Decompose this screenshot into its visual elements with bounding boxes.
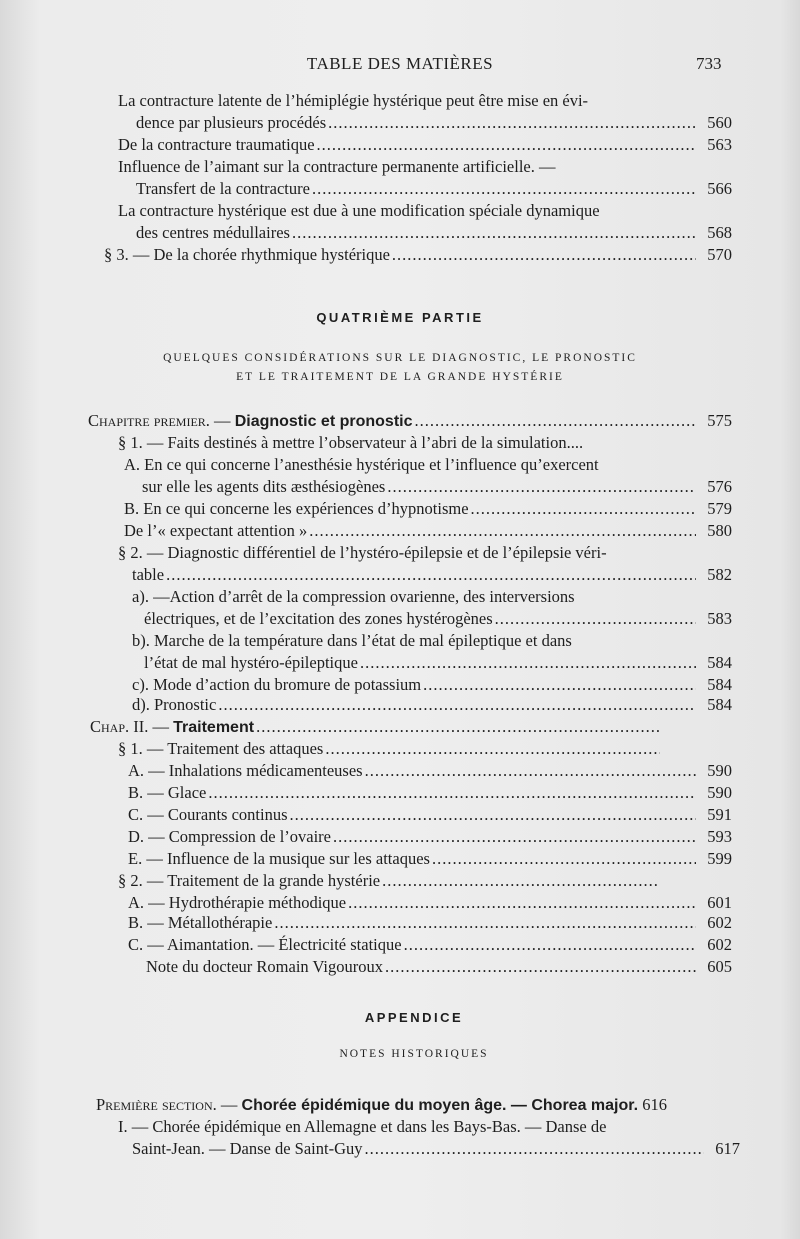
toc-entry-text: § 2. — Traitement de la grande hystérie — [118, 871, 381, 890]
toc-entry — [136, 222, 732, 244]
toc-entry-text: De la contracture traumatique — [118, 135, 315, 154]
toc-entry-text: Note du docteur Romain Vigouroux — [146, 957, 384, 976]
toc-entry-text: § 3. — De la chorée rhythmique hystérique — [104, 245, 390, 264]
toc-entry — [132, 564, 732, 586]
toc-page-ref: 580 — [707, 521, 732, 540]
toc-page-ref: 602 — [707, 935, 732, 954]
toc-page-ref: 575 — [707, 411, 732, 430]
toc-page-ref: 576 — [707, 477, 732, 496]
chapter-label: Chapitre premier. — — [88, 411, 231, 430]
section-title: Chorée épidémique du moyen âge. — Chorea major. — [241, 1097, 639, 1114]
toc-entry-text: sur elle les agents dits æsthésiogènes — [142, 477, 386, 496]
toc-entry — [128, 934, 732, 956]
chapter-entry — [88, 410, 732, 432]
toc-page-ref: 617 — [715, 1139, 740, 1158]
toc-entry-text: D. — Compression de l’ovaire — [128, 827, 332, 846]
toc-entry-text: La contracture hystérique est due à une modification spéciale dynamique — [118, 201, 600, 220]
toc-entry — [118, 134, 732, 156]
toc-page-ref: 605 — [707, 957, 732, 976]
toc-entry — [146, 956, 732, 978]
page-number: 733 — [696, 54, 722, 73]
appendix-subtitle: NOTES HISTORIQUES — [339, 1048, 489, 1060]
toc-entry — [142, 476, 732, 498]
toc-page-ref: 570 — [707, 245, 732, 264]
toc-entry-text: électriques, et de l’excitation des zones hystérogènes — [144, 609, 493, 628]
toc-entry — [132, 674, 732, 696]
toc-page-ref: 579 — [707, 499, 732, 518]
toc-entry — [124, 520, 732, 542]
toc-page-ref: 591 — [707, 805, 732, 824]
toc-entry — [104, 244, 732, 266]
toc-entry — [136, 178, 732, 200]
chapter-entry — [90, 716, 696, 738]
part-subtitle-line-1: QUELQUES CONSIDÉRATIONS SUR LE DIAGNOSTIC, LE PRONOSTIC — [163, 352, 637, 364]
toc-page-ref: 590 — [707, 761, 732, 780]
toc-entry-text: De l’« expectant attention » — [124, 521, 308, 540]
running-header-title: TABLE DES MATIÈRES — [306, 54, 494, 73]
toc-entry-text: A. — Inhalations médicamenteuses — [128, 761, 363, 780]
toc-entry-text: a). —Action d’arrêt de la compression ovarienne, des interversions — [132, 587, 575, 606]
toc-page-ref: 563 — [707, 135, 732, 154]
section-label: Première section. — — [96, 1095, 238, 1114]
toc-page-ref: 599 — [707, 849, 732, 868]
toc-entry — [144, 608, 732, 630]
appendix-section-entry — [96, 1094, 736, 1116]
toc-entry — [128, 848, 732, 870]
toc-entry-text: dence par plusieurs procédés — [136, 113, 327, 132]
toc-entry-text: b). Marche de la température dans l’état de mal épileptique et dans — [132, 631, 572, 650]
toc-entry-text: § 1. — Traitement des attaques — [118, 739, 324, 758]
toc-entry — [128, 760, 732, 782]
toc-entry — [128, 892, 732, 914]
toc-entry-text: B. En ce qui concerne les expériences d’hypnotisme — [124, 499, 469, 518]
toc-page-ref: 566 — [707, 179, 732, 198]
toc-entry-text: I. — Chorée épidémique en Allemagne et dans les Bays-Bas. — Danse de — [118, 1117, 607, 1136]
toc-entry-text: l’état de mal hystéro-épileptique — [144, 653, 358, 672]
toc-entry — [136, 112, 732, 134]
toc-page-ref: 602 — [707, 913, 732, 932]
toc-entry-text: des centres médullaires — [136, 223, 290, 242]
toc-page-ref: 583 — [707, 609, 732, 628]
chapter-label: Chap. II. — — [90, 717, 170, 736]
toc-entry — [128, 912, 732, 934]
toc-entry-text: C. — Aimantation. — Électricité statique — [128, 935, 402, 954]
appendix-title: APPENDICE — [364, 1010, 464, 1025]
toc-entry-text: § 1. — Faits destinés à mettre l’observateur à l’abri de la simulation.... — [118, 433, 584, 452]
toc-entry-text: table — [132, 565, 165, 584]
toc-page-ref: 584 — [707, 675, 732, 694]
toc-entry-text: B. — Métallothérapie — [128, 913, 273, 932]
toc-page-ref: 590 — [707, 783, 732, 802]
toc-entry — [124, 498, 732, 520]
toc-entry-text: § 2. — Diagnostic différentiel de l’hystéro-épilepsie et de l’épilepsie véri- — [118, 543, 607, 562]
toc-entry — [144, 652, 732, 674]
toc-entry-text: Transfert de la contracture — [136, 179, 310, 198]
toc-page-ref: 582 — [707, 565, 732, 584]
toc-entry-text: c). Mode d’action du bromure de potassium — [132, 675, 422, 694]
toc-entry-text: B. — Glace — [128, 783, 207, 802]
toc-entry-text: E. — Influence de la musique sur les attaques — [128, 849, 430, 868]
toc-entry — [132, 1138, 740, 1160]
toc-entry — [128, 804, 732, 826]
toc-entry-text: Influence de l’aimant sur la contracture permanente artificielle. — — [118, 157, 556, 176]
toc-entry-text: La contracture latente de l’hémiplégie hystérique peut être mise en évi- — [118, 91, 589, 110]
toc-entry — [128, 782, 732, 804]
part-subtitle-line-2: ET LE TRAITEMENT DE LA GRANDE HYSTÉRIE — [236, 371, 564, 383]
chapter-title: Traitement — [173, 719, 255, 736]
toc-page-ref: 601 — [707, 893, 732, 912]
toc-page-ref: 616 — [642, 1095, 667, 1114]
toc-entry — [128, 826, 732, 848]
chapter-title: Diagnostic et pronostic — [234, 413, 413, 430]
toc-entry-text: Saint-Jean. — Danse de Saint-Guy — [132, 1139, 363, 1158]
toc-page-ref: 593 — [707, 827, 732, 846]
part-title: QUATRIÈME PARTIE — [316, 310, 484, 325]
toc-entry-text: d). Pronostic — [132, 695, 217, 714]
toc-entry-text: C. — Courants continus — [128, 805, 288, 824]
toc-page-ref: 584 — [707, 695, 732, 714]
toc-entry-text: A. En ce qui concerne l’anesthésie hystérique et l’influence qu’exercent — [124, 455, 599, 474]
toc-entry — [118, 870, 696, 892]
toc-page-ref: 560 — [707, 113, 732, 132]
toc-entry — [118, 738, 696, 760]
toc-entry — [132, 694, 732, 716]
toc-page-ref: 568 — [707, 223, 732, 242]
toc-entry-text: A. — Hydrothérapie méthodique — [128, 893, 347, 912]
toc-page-ref: 584 — [707, 653, 732, 672]
